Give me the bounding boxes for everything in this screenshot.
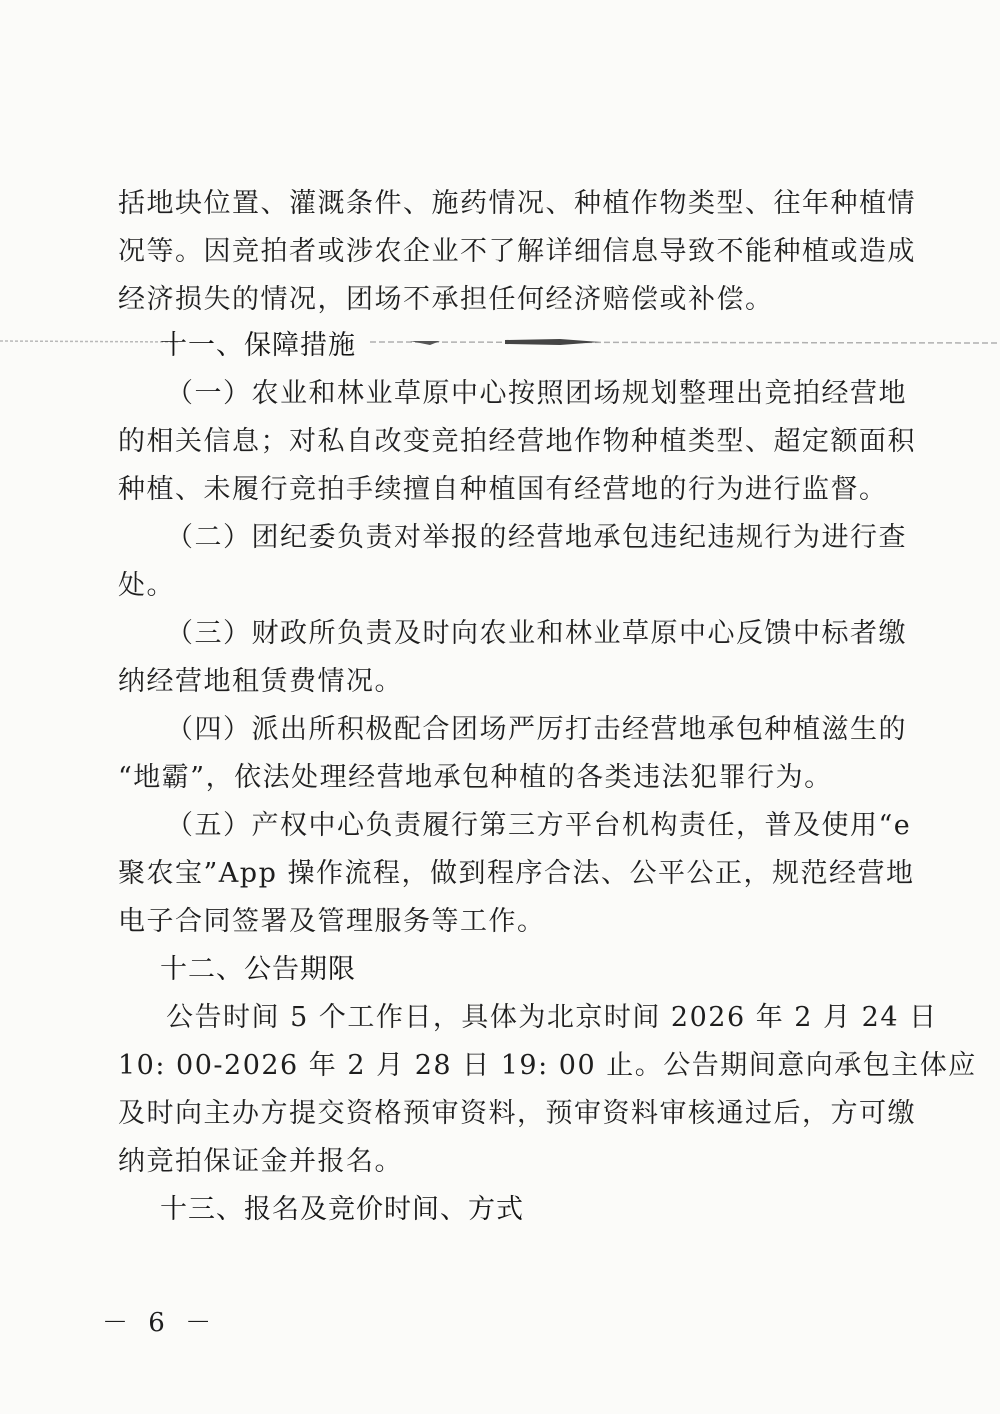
body-line: 括地块位置、灌溉条件、施药情况、种植作物类型、往年种植情 (118, 188, 916, 219)
paragraph-start-line: （四）派出所积极配合团场严厉打击经营地承包种植滋生的 (166, 714, 907, 745)
section-heading-13: 十三、报名及竞价时间、方式 (160, 1194, 524, 1225)
body-line: 及时向主办方提交资格预审资料，预审资料审核通过后，方可缴 (118, 1098, 916, 1129)
body-line: 种植、未履行竞拍手续擅自种植国有经营地的行为进行监督。 (118, 474, 888, 505)
body-line: 电子合同签署及管理服务等工作。 (118, 906, 546, 937)
section-heading-12: 十二、公告期限 (160, 954, 356, 985)
body-line: 经济损失的情况，团场不承担任何经济赔偿或补偿。 (118, 284, 774, 315)
section-heading-11: 十一、保障措施 (160, 330, 356, 361)
body-line: 聚农宝”App 操作流程，做到程序合法、公平公正，规范经营地 (118, 858, 915, 889)
page-number: － 6 － (102, 1308, 218, 1338)
body-line: 纳经营地租赁费情况。 (118, 666, 403, 697)
paragraph-start-line: 公告时间 5 个工作日，具体为北京时间 2026 年 2 月 24 日 (166, 1002, 938, 1033)
paragraph-start-line: （二）团纪委负责对举报的经营地承包违纪违规行为进行查 (166, 522, 907, 553)
body-line: 况等。因竞拍者或涉农企业不了解详细信息导致不能种植或造成 (118, 236, 916, 267)
body-line: 处。 (118, 570, 175, 601)
scan-streak (0, 336, 1000, 348)
body-line: 的相关信息；对私自改变竞拍经营地作物种植类型、超定额面积 (118, 426, 916, 457)
paragraph-start-line: （一）农业和林业草原中心按照团场规划整理出竞拍经营地 (166, 378, 907, 409)
body-line: 10: 00-2026 年 2 月 28 日 19: 00 止。公告期间意向承包主体应 (118, 1050, 977, 1081)
body-line: 纳竞拍保证金并报名。 (118, 1146, 403, 1177)
paragraph-start-line: （五）产权中心负责履行第三方平台机构责任，普及使用“e (166, 810, 912, 841)
body-line: “地霸”，依法处理经营地承包种植的各类违法犯罪行为。 (118, 762, 833, 793)
paragraph-start-line: （三）财政所负责及时向农业和林业草原中心反馈中标者缴 (166, 618, 907, 649)
